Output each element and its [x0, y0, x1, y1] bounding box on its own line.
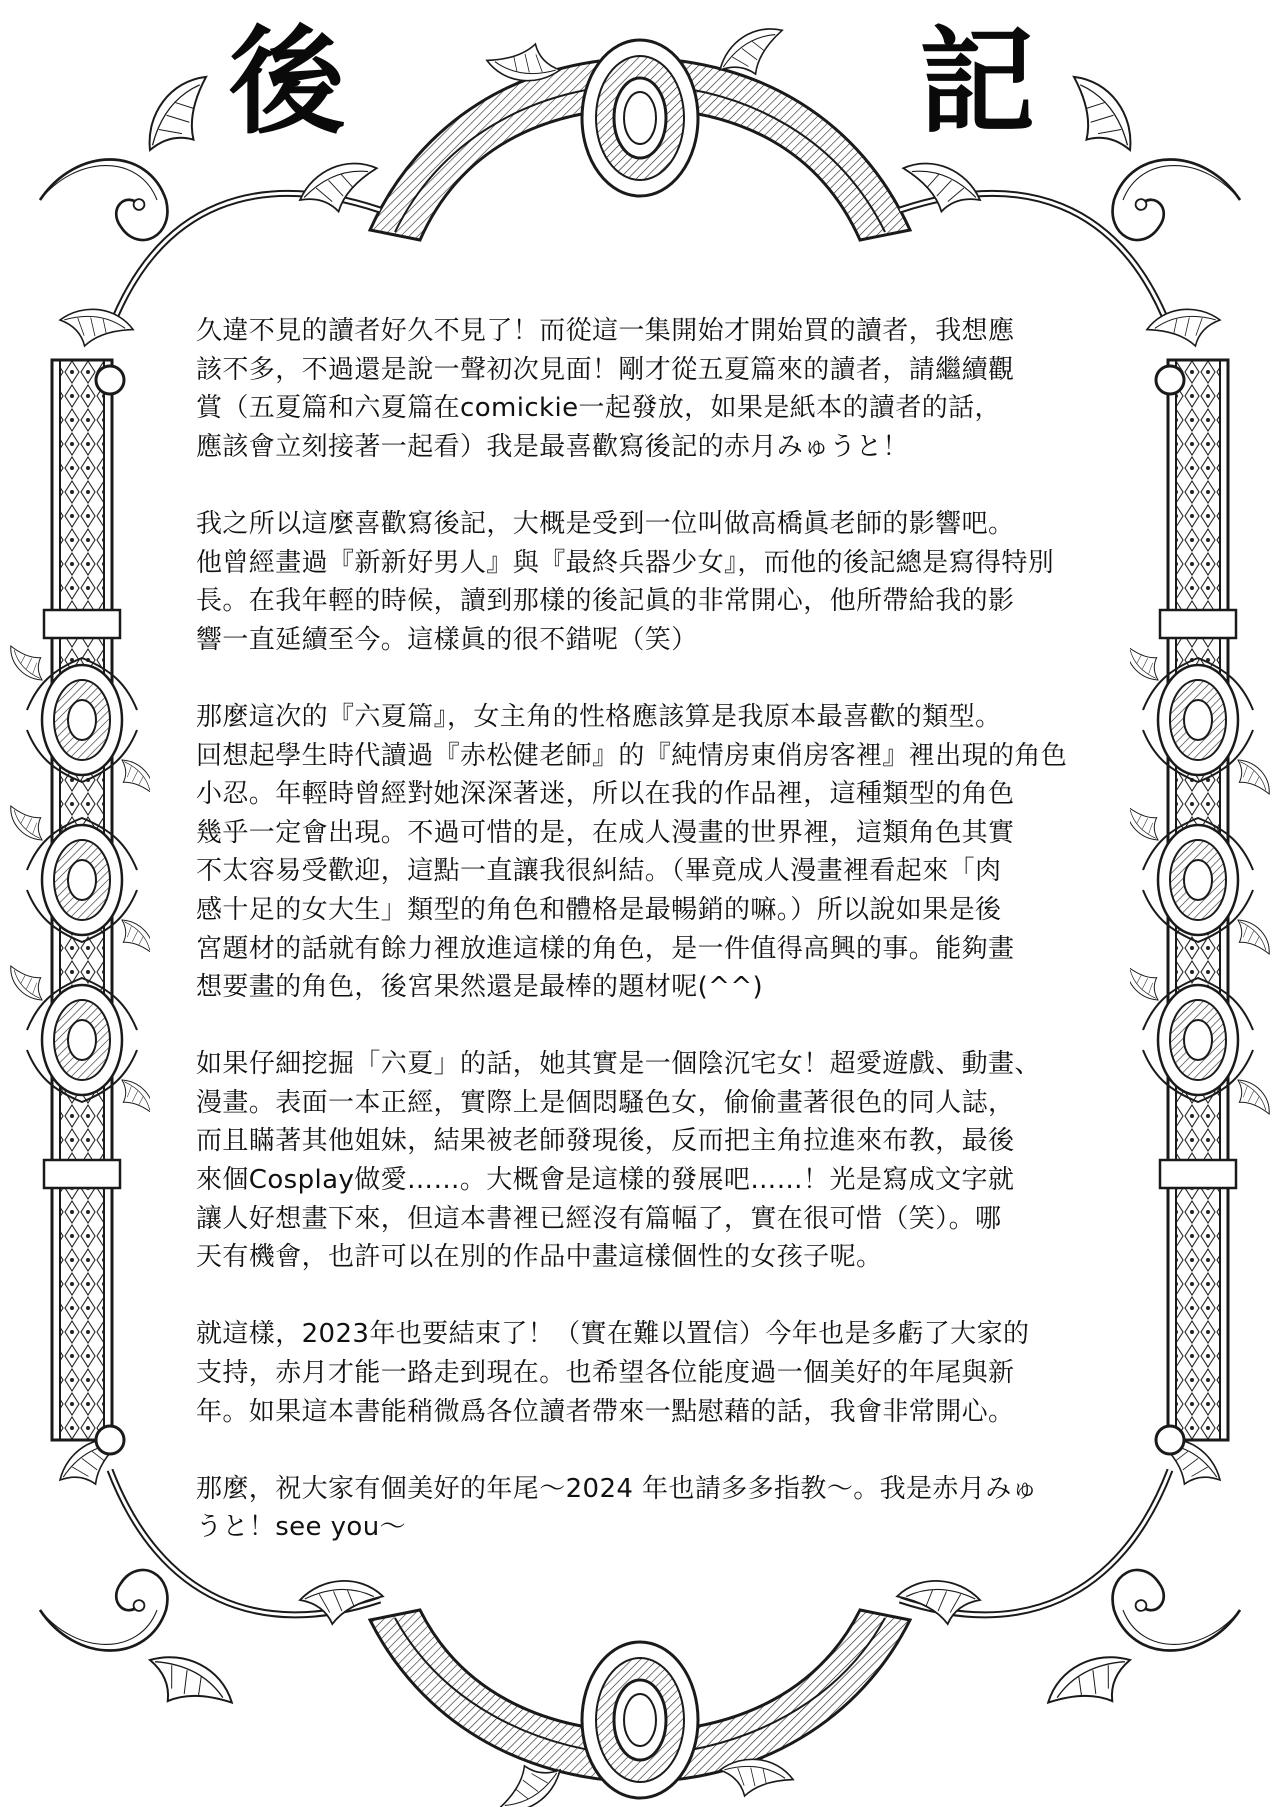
title-right-char: 記 — [919, 15, 1035, 150]
text-line: 久違不見的讀者好久不見了！而從這一集開始才開始買的讀者，我想應 — [196, 316, 1015, 346]
paragraph-2 — [196, 505, 1086, 659]
text-line: 該不多，不過還是說一聲初次見面！剛才從五夏篇來的讀者，請繼續觀 — [196, 354, 1015, 385]
text-line: 幾乎一定會出現。不過可惜的是，在成人漫畫的世界裡，這類角色其實 — [196, 817, 1015, 848]
text-line: 感十足的女大生」類型的角色和體格是最暢銷的嘛。）所以說如果是後 — [196, 894, 1002, 925]
text-line: 來個Cosplay做愛……。大概會是這樣的發展吧……！光是寫成文字就 — [196, 1165, 1015, 1196]
text-line: 而且瞞著其他姐妹，結果被老師發現後，反而把主角拉進來布教，最後 — [196, 1126, 1015, 1157]
text-line: 宮題材的話就有餘力裡放進這樣的角色，是一件值得高興的事。能夠畫 — [196, 933, 1015, 964]
left-pillar — [6, 360, 157, 1440]
paragraph-3 — [196, 698, 1086, 1007]
text-line: うと！see you～ — [196, 1512, 406, 1543]
text-line: 我之所以這麼喜歡寫後記，大概是受到一位叫做高橋眞老師的影響吧。 — [196, 508, 1015, 539]
paragraph-4 — [196, 1045, 1086, 1277]
text-line: 就這樣，2023年也要結束了！（實在難以置信）今年也是多虧了大家的 — [196, 1319, 1030, 1350]
paragraph-6 — [196, 1470, 1086, 1547]
text-line: 想要畫的角色，後宮果然還是最棒的題材呢(^^) — [196, 972, 764, 1003]
text-line: 賞（五夏篇和六夏篇在comickie一起發放，如果是紙本的讀者的話， — [196, 393, 1001, 424]
bottom-arch — [370, 1610, 910, 1807]
text-line: 漫畫。表面一本正經，實際上是個悶騷色女，偷偷畫著很色的同人誌， — [196, 1087, 1015, 1118]
text-line: 如果仔細挖掘「六夏」的話，她其實是一個陰沉宅女！超愛遊戲、動畫、 — [196, 1049, 1041, 1080]
text-line: 不太容易受歡迎，這點一直讓我很糾結。（畢竟成人漫畫裡看起來「肉 — [196, 856, 1002, 887]
text-line: 小忍。年輕時曾經對她深深著迷，所以在我的作品裡，這種類型的角色 — [196, 779, 1015, 810]
text-line: 長。在我年輕的時候，讀到那樣的後記眞的非常開心，他所帶給我的影 — [196, 586, 1015, 617]
text-line: 年。如果這本書能稍微爲各位讀者帶來一點慰藉的話，我會非常開心。 — [196, 1396, 1015, 1427]
text-line: 天有機會，也許可以在別的作品中畫這樣個性的女孩子呢。 — [196, 1242, 883, 1273]
text-line: 讓人好想畫下來，但這本書裡已經沒有篇幅了，實在很可惜（笑）。哪 — [196, 1203, 1002, 1234]
paragraph-5 — [196, 1315, 1086, 1431]
text-line: 回想起學生時代讀過『赤松健老師』的『純情房東俏房客裡』裡出現的角色 — [196, 740, 1068, 771]
top-arch — [370, 23, 910, 240]
afterword-body — [196, 312, 1086, 1547]
right-pillar — [1122, 360, 1273, 1440]
paragraph-1 — [196, 312, 1086, 466]
text-line: 應該會立刻接著一起看）我是最喜歡寫後記的赤月みゅうと！ — [196, 431, 909, 462]
text-line: 那麼這次的『六夏篇』，女主角的性格應該算是我原本最喜歡的類型。 — [196, 701, 1002, 732]
title-left-char: 後 — [229, 15, 345, 150]
text-line: 那麼，祝大家有個美好的年尾～2024 年也請多多指教～。我是赤月みゅ — [196, 1473, 1039, 1504]
text-line: 支持，赤月才能一路走到現在。也希望各位能度過一個美好的年尾與新 — [196, 1358, 1015, 1389]
text-line: 響一直延續至今。這樣眞的很不錯呢（笑） — [196, 624, 698, 655]
text-line: 他曾經畫過『新新好男人』與『最終兵器少女』，而他的後記總是寫得特別 — [196, 547, 1055, 578]
